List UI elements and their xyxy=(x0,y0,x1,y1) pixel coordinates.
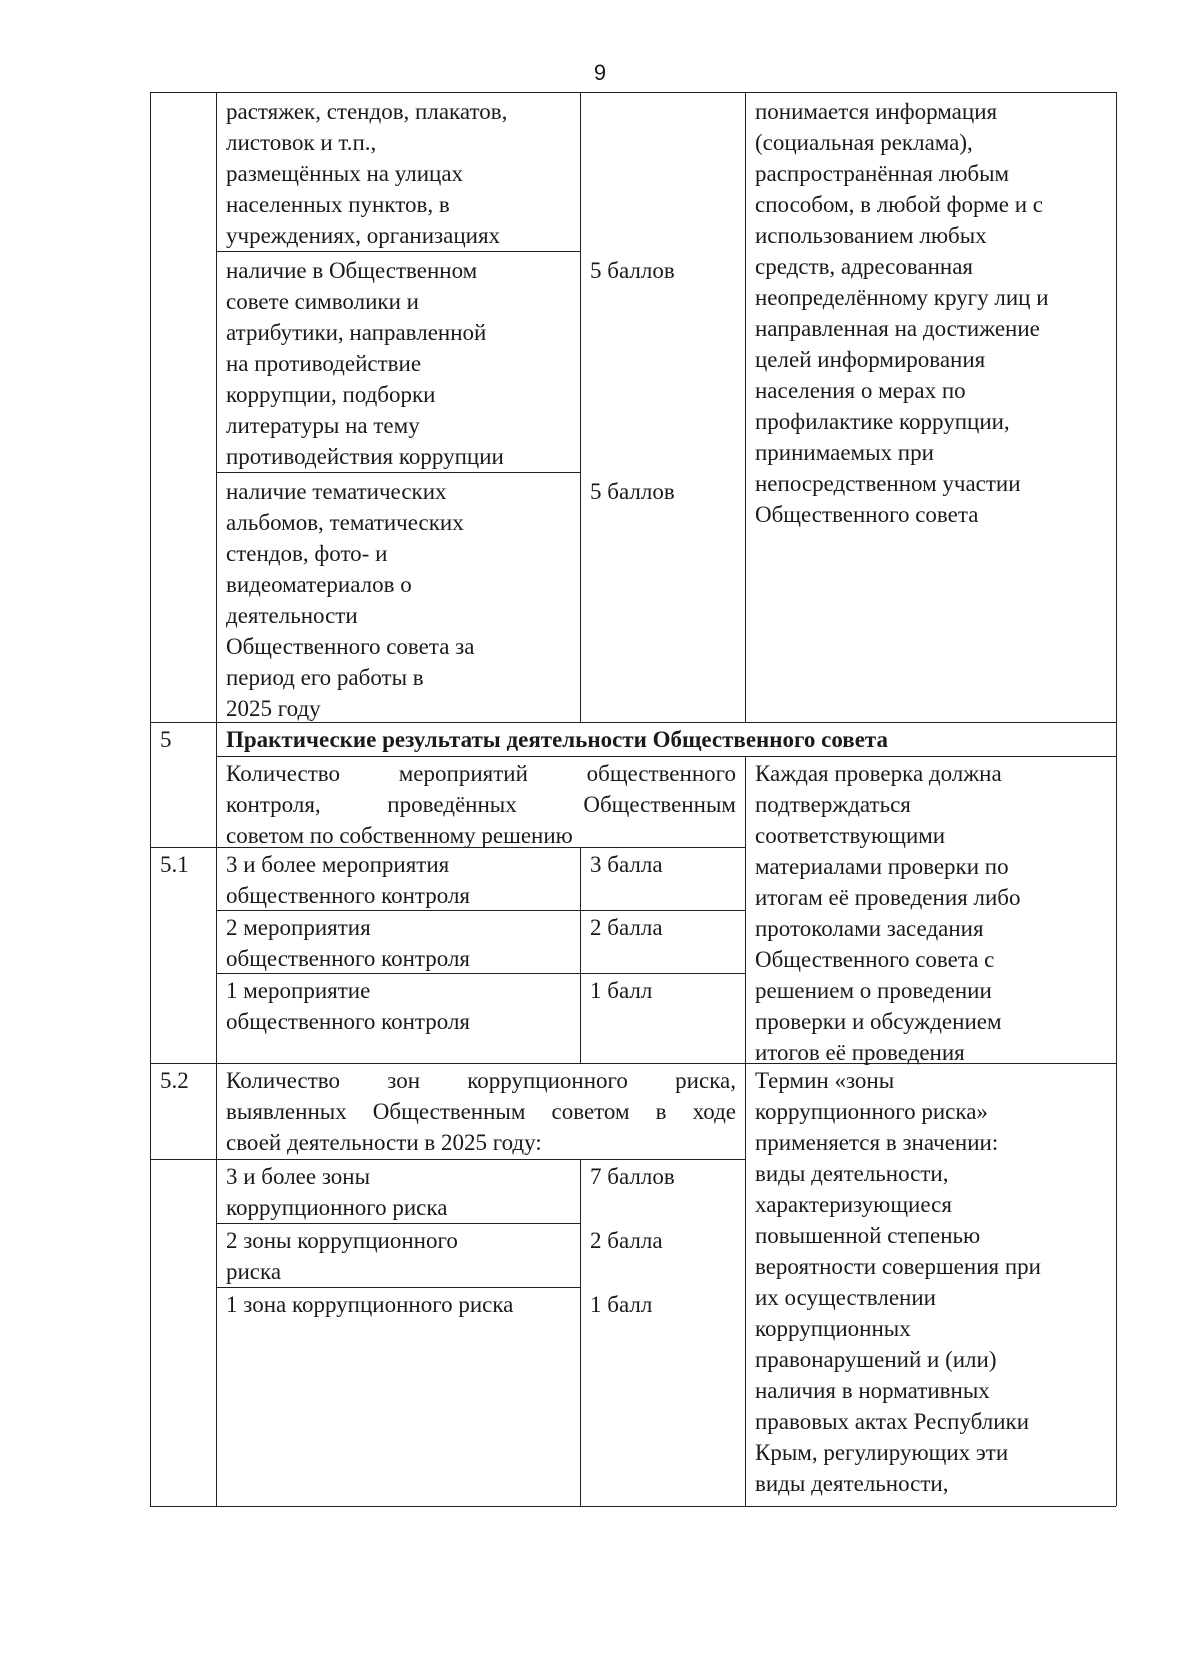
section-5-2-option-2: 2 зоны коррупционного риска xyxy=(226,1228,458,1284)
section-5-2-score-3: 1 балл xyxy=(590,1292,653,1317)
section-5-1-score-2: 2 балла xyxy=(590,915,663,940)
note-social-advertising: понимается информация (социальная реклама), распространённая любым способом, в любой форме и с использованием любых средств, адресованная неопределённому кругу лиц и направленная на достижение целей информирования населения о мерах по профилактике коррупции, принимаемых при непосредственном участии Общественного совета xyxy=(755,99,1049,527)
section-5-1-option-3: 1 мероприятие общественного контроля xyxy=(226,978,471,1034)
section-5-2-option-1: 3 и более зоны коррупционного риска xyxy=(226,1164,448,1220)
section-5-2-intro: Количество зон коррупционного риска, выявленных Общественным советом в ходе своей деятельности в 2025 году: xyxy=(226,1068,736,1155)
section-5-1-intro: Количество мероприятий общественного контроля, проведённых Общественным советом по собственному решению xyxy=(226,761,736,848)
page-number: 9 xyxy=(593,60,607,85)
score-symbols: 5 баллов xyxy=(590,258,675,283)
section-5-number: 5 xyxy=(160,727,172,752)
section-5-2-number: 5.2 xyxy=(160,1068,189,1093)
section-5-1-score-3: 1 балл xyxy=(590,978,653,1003)
section-5-1-number: 5.1 xyxy=(160,852,189,877)
criterion-albums-stands: наличие тематических альбомов, тематических стендов, фото- и видеоматериалов о деятельности Общественного совета за период его работы в 2025 году xyxy=(226,479,475,721)
criterion-symbols-literature: наличие в Общественном совете символики и атрибутики, направленной на противодействие коррупции, подборки литературы на тему противодействия коррупции xyxy=(226,258,504,469)
criterion-outdoor-materials: растяжек, стендов, плакатов, листовок и т.п., размещённых на улицах населенных пунктов, в учреждениях, организациях xyxy=(226,99,508,248)
section-5-1-note: Каждая проверка должна подтверждаться соответствующими материалами проверки по итогам её проведения либо протоколами заседания Общественного совета с решением о проведении проверки и обсуждением итогов её проведения xyxy=(755,761,1021,1065)
score-albums: 5 баллов xyxy=(590,479,675,504)
section-5-1-score-1: 3 балла xyxy=(590,852,663,877)
section-5-2-score-1: 7 баллов xyxy=(590,1164,675,1189)
section-5-2-note: Термин «зоны коррупционного риска» применяется в значении: виды деятельности, характеризующиеся повышенной степенью вероятности совершения при их осуществлении коррупционных правонарушений и (или) наличия в нормативных правовых актах Республики Крым, регулирующих эти виды деятельности, xyxy=(755,1068,1041,1496)
section-5-2-score-2: 2 балла xyxy=(590,1228,663,1253)
section-5-title: Практические результаты деятельности Общественного совета xyxy=(226,727,889,752)
section-5-1-option-2: 2 мероприятия общественного контроля xyxy=(226,915,471,971)
section-5-2-option-3: 1 зона коррупционного риска xyxy=(226,1292,514,1317)
section-5-1-option-1: 3 и более мероприятия общественного контроля xyxy=(226,852,471,908)
